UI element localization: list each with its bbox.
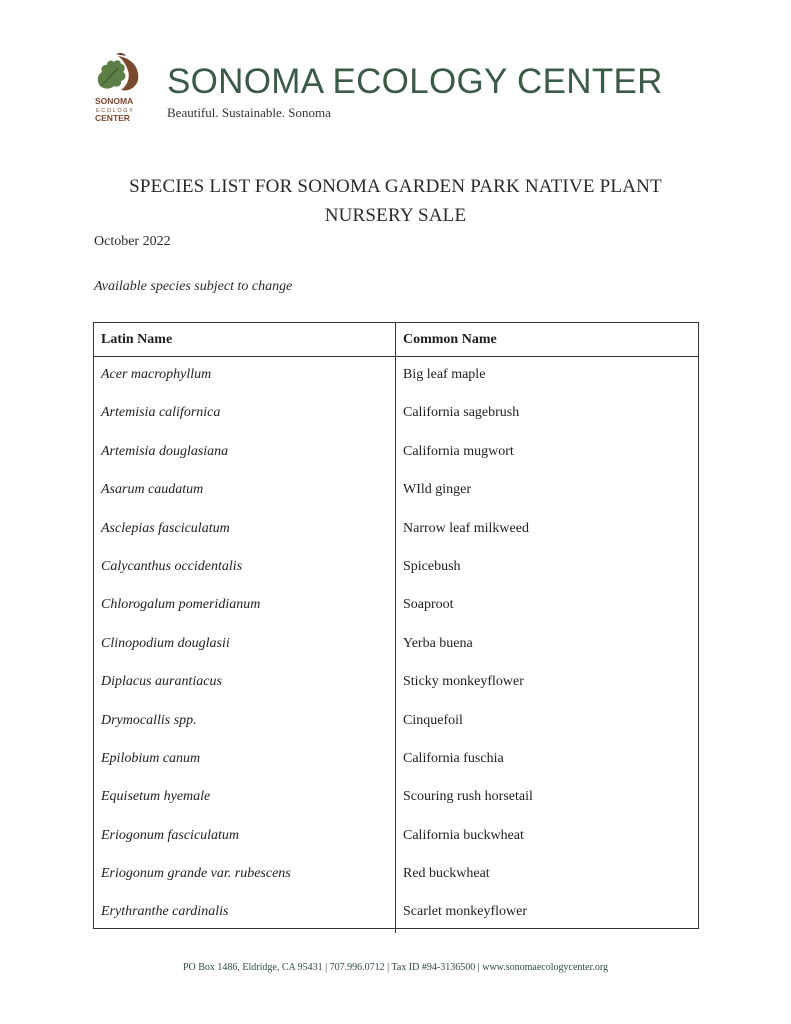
latin-name-cell: Drymocallis spp. (94, 703, 396, 741)
table-row (94, 779, 698, 817)
document-title-line-2: NURSERY SALE (324, 205, 467, 226)
table-row (94, 741, 698, 779)
logo-text-2: ECOLOGY (96, 108, 135, 114)
table-row (94, 587, 698, 625)
common-name-cell: California buckwheat (403, 827, 524, 843)
common-name-cell: California mugwort (403, 443, 514, 459)
table-row (94, 856, 698, 894)
latin-name-cell: Acer macrophyllum (94, 357, 396, 395)
footer-contact: PO Box 1486, Eldridge, CA 95431 | 707.996.0712 | Tax ID #94-3136500 | www.sonomaecologycenter.org (182, 962, 609, 973)
table-row (94, 395, 698, 433)
oak-leaf-acorn-icon (94, 52, 144, 124)
common-name-cell: Soaproot (403, 597, 454, 613)
common-name-cell: Big leaf maple (403, 367, 486, 382)
header-latin-name: Latin Name (94, 323, 396, 356)
common-name-cell: California sagebrush (403, 405, 520, 421)
common-name-cell: Red buckwheat (403, 866, 490, 882)
organization-name: SONOMA ECOLOGY CENTER (167, 62, 663, 101)
latin-name-cell: Epilobium canum (94, 741, 396, 779)
latin-name-cell: Calycanthus occidentalis (94, 549, 396, 587)
common-name-cell: Scouring rush horsetail (403, 789, 533, 805)
common-name-cell: Yerba buena (403, 635, 473, 651)
table-row (94, 894, 698, 932)
header-common-name: Common Name (403, 332, 497, 347)
common-name-cell: Scarlet monkeyflower (403, 904, 528, 920)
letterhead (94, 52, 694, 124)
common-name-cell: Spicebush (403, 558, 461, 574)
latin-name-cell: Artemisia douglasiana (94, 434, 396, 472)
logo-text-1: SONOMA (95, 96, 134, 106)
latin-name-cell: Artemisia californica (94, 395, 396, 433)
table-body (94, 357, 698, 933)
latin-name-cell: Erythranthe cardinalis (94, 894, 396, 932)
logo (94, 52, 144, 124)
tagline: Beautiful. Sustainable. Sonoma (167, 105, 331, 120)
latin-name-cell: Asclepias fasciculatum (94, 511, 396, 549)
latin-name-cell: Eriogonum grande var. rubescens (94, 856, 396, 894)
table-row (94, 626, 698, 664)
common-name-cell: California fuschia (403, 750, 504, 766)
document-title (94, 172, 697, 230)
table-row (94, 818, 698, 856)
latin-name-cell: Asarum caudatum (94, 472, 396, 510)
availability-note: Available species subject to change (94, 279, 293, 294)
table-row (94, 664, 698, 702)
latin-name-cell: Eriogonum fasciculatum (94, 818, 396, 856)
latin-name-cell: Chlorogalum pomeridianum (94, 587, 396, 625)
common-name-cell: Cinquefoil (403, 712, 463, 728)
document-title-line-1: SPECIES LIST FOR SONOMA GARDEN PARK NATIVE PLANT (129, 176, 662, 197)
table-row (94, 703, 698, 741)
table-header (94, 323, 698, 357)
common-name-cell: Sticky monkeyflower (403, 674, 524, 690)
table-row (94, 434, 698, 472)
document-date: October 2022 (94, 234, 171, 249)
table-row (94, 357, 698, 395)
table-row (94, 472, 698, 510)
latin-name-cell: Clinopodium douglasii (94, 626, 396, 664)
common-name-cell: WIld ginger (403, 482, 472, 498)
latin-name-cell: Equisetum hyemale (94, 779, 396, 817)
table-row (94, 549, 698, 587)
latin-name-cell: Diplacus aurantiacus (94, 664, 396, 702)
species-table (93, 322, 699, 929)
table-row (94, 511, 698, 549)
common-name-cell: Narrow leaf milkweed (403, 520, 529, 536)
logo-text-3: CENTER (95, 113, 130, 123)
